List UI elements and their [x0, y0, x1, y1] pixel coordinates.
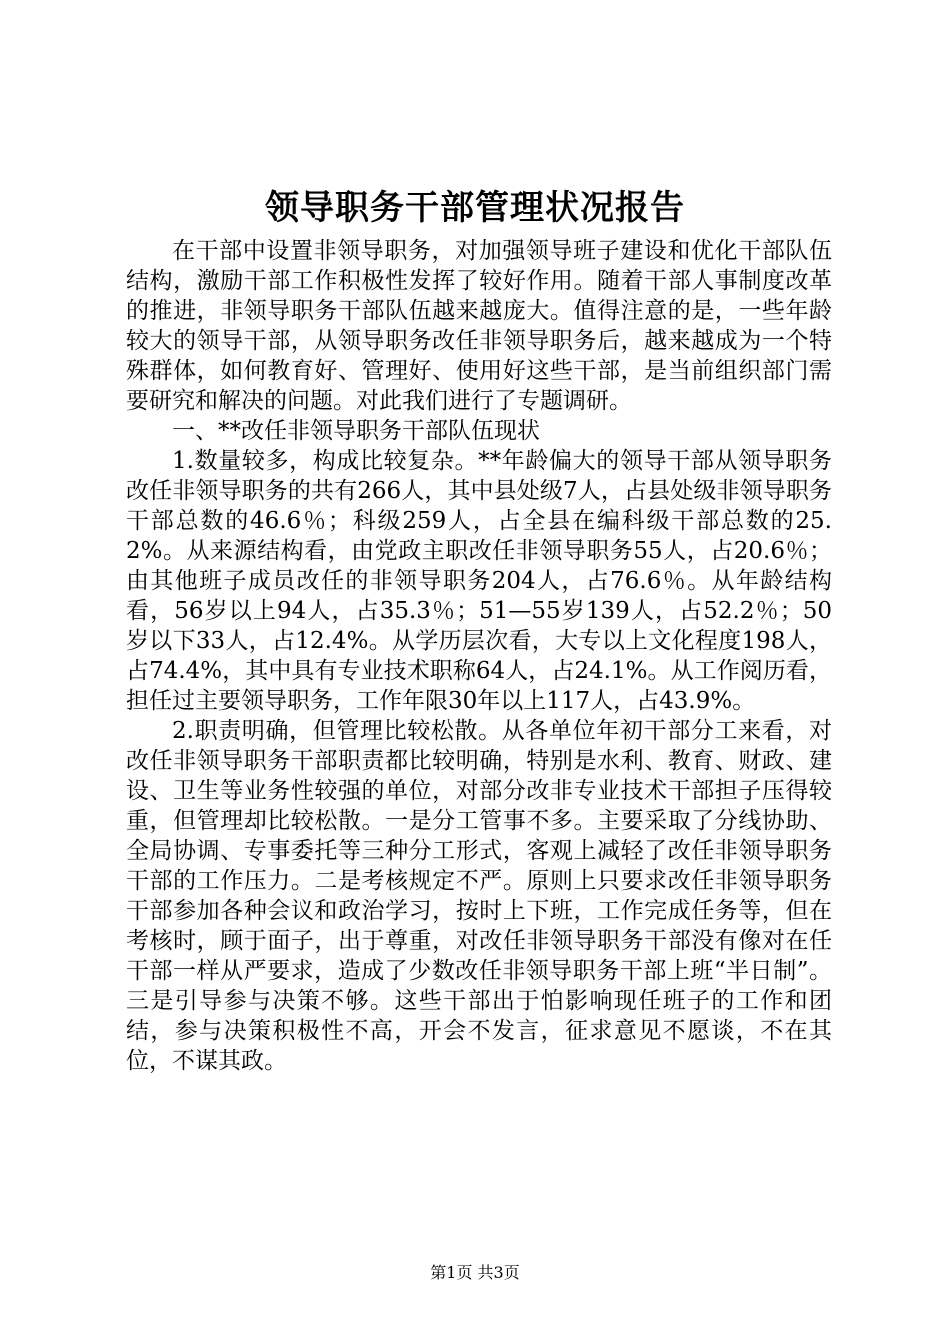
document-body [126, 236, 832, 1076]
paragraph-quantity: 1.数量较多，构成比较复杂。**年龄偏大的领导干部从领导职务改任非领导职务的共有266人，其中县处级7人，占县处级非领导职务干部总数的46.6％；科级259人，占全县在编科级干部总数的25.2%。从来源结构看，由党政主职改任非领导职务55人，占20.6％；由其他班子成员改任的非领导职务204人，占76.6％。从年龄结构看，56岁以上94人，占35.3％；51—55岁139人，占52.2％；50岁以下33人，占12.4%。从学历层次看，大专以上文化程度198人，占74.4%，其中具有专业技术职称64人，占24.1%。从工作阅历看，担任过主要领导职务，工作年限30年以上117人，占43.9%。 [126, 448, 832, 714]
page-indicator: 第1页 共3页 [430, 1263, 520, 1282]
section-heading: 一、**改任非领导职务干部队伍现状 [172, 418, 540, 444]
paragraph-responsibility: 2.职责明确，但管理比较松散。从各单位年初干部分工来看，对改任非领导职务干部职责都比较明确，特别是水利、教育、财政、建设、卫生等业务性较强的单位，对部分改非专业技术干部担子压得较重，但管理却比较松散。一是分工管事不多。主要采取了分线协助、全局协调、专事委托等三种分工形式，客观上减轻了改任非领导职务干部的工作压力。二是考核规定不严。原则上只要求改任非领导职务干部参加各种会议和政治学习，按时上下班，工作完成任务等，但在考核时，顾于面子，出于尊重，对改任非领导职务干部没有像对在任干部一样从严要求，造成了少数改任非领导职务干部上班“半日制”。三是引导参与决策不够。这些干部出于怕影响现任班子的工作和团结，参与决策积极性不高，开会不发言，征求意见不愿谈，不在其位，不谋其政。 [126, 718, 832, 1074]
intro-paragraph: 在干部中设置非领导职务，对加强领导班子建设和优化干部队伍结构，激励干部工作积极性发挥了较好作用。随着干部人事制度改革的推进，非领导职务干部队伍越来越庞大。值得注意的是，一些年龄较大的领导干部，从领导职务改任非领导职务后，越来越成为一个特殊群体，如何教育好、管理好、使用好这些干部，是当前组织部门需要研究和解决的问题。对此我们进行了专题调研。 [126, 238, 832, 414]
document-title: 领导职务干部管理状况报告 [265, 188, 685, 228]
